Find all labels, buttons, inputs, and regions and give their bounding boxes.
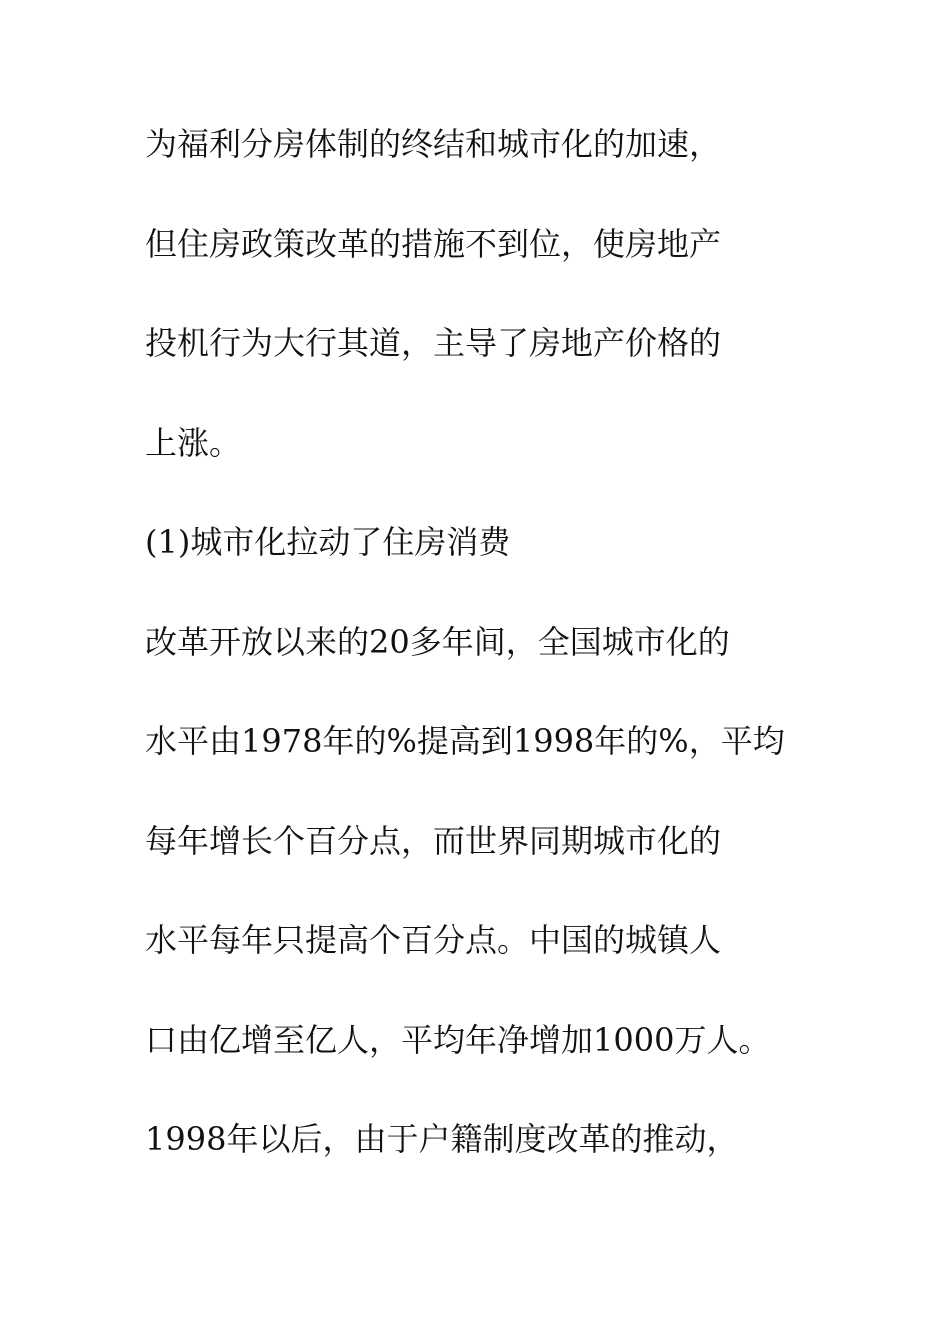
paragraph-line-9: 水平每年只提高个百分点。中国的城镇人: [145, 921, 722, 959]
paragraph-line-11: 1998年以后，由于户籍制度改革的推动，: [145, 1120, 739, 1158]
paragraph-line-10: 口由亿增至亿人，平均年净增加1000万人。: [145, 1020, 771, 1059]
paragraph-line-6: 改革开放以来的20多年间，全国城市化的: [145, 622, 730, 661]
paragraph-line-8: 每年增长个百分点，而世界同期城市化的: [145, 821, 722, 860]
paragraph-line-7: 水平由1978年的%提高到1998年的%，平均: [145, 722, 785, 760]
document-body: [145, 124, 825, 1219]
paragraph-line-1: 为福利分房体制的终结和城市化的加速，: [145, 125, 722, 163]
paragraph-line-3: 投机行为大行其道，主导了房地产价格的: [145, 324, 722, 362]
paragraph-line-2: 但住房政策改革的措施不到位，使房地产: [145, 224, 722, 263]
paragraph-line-4: 上涨。: [145, 423, 242, 462]
section-heading: (1)城市化拉动了住房消费: [145, 523, 511, 561]
